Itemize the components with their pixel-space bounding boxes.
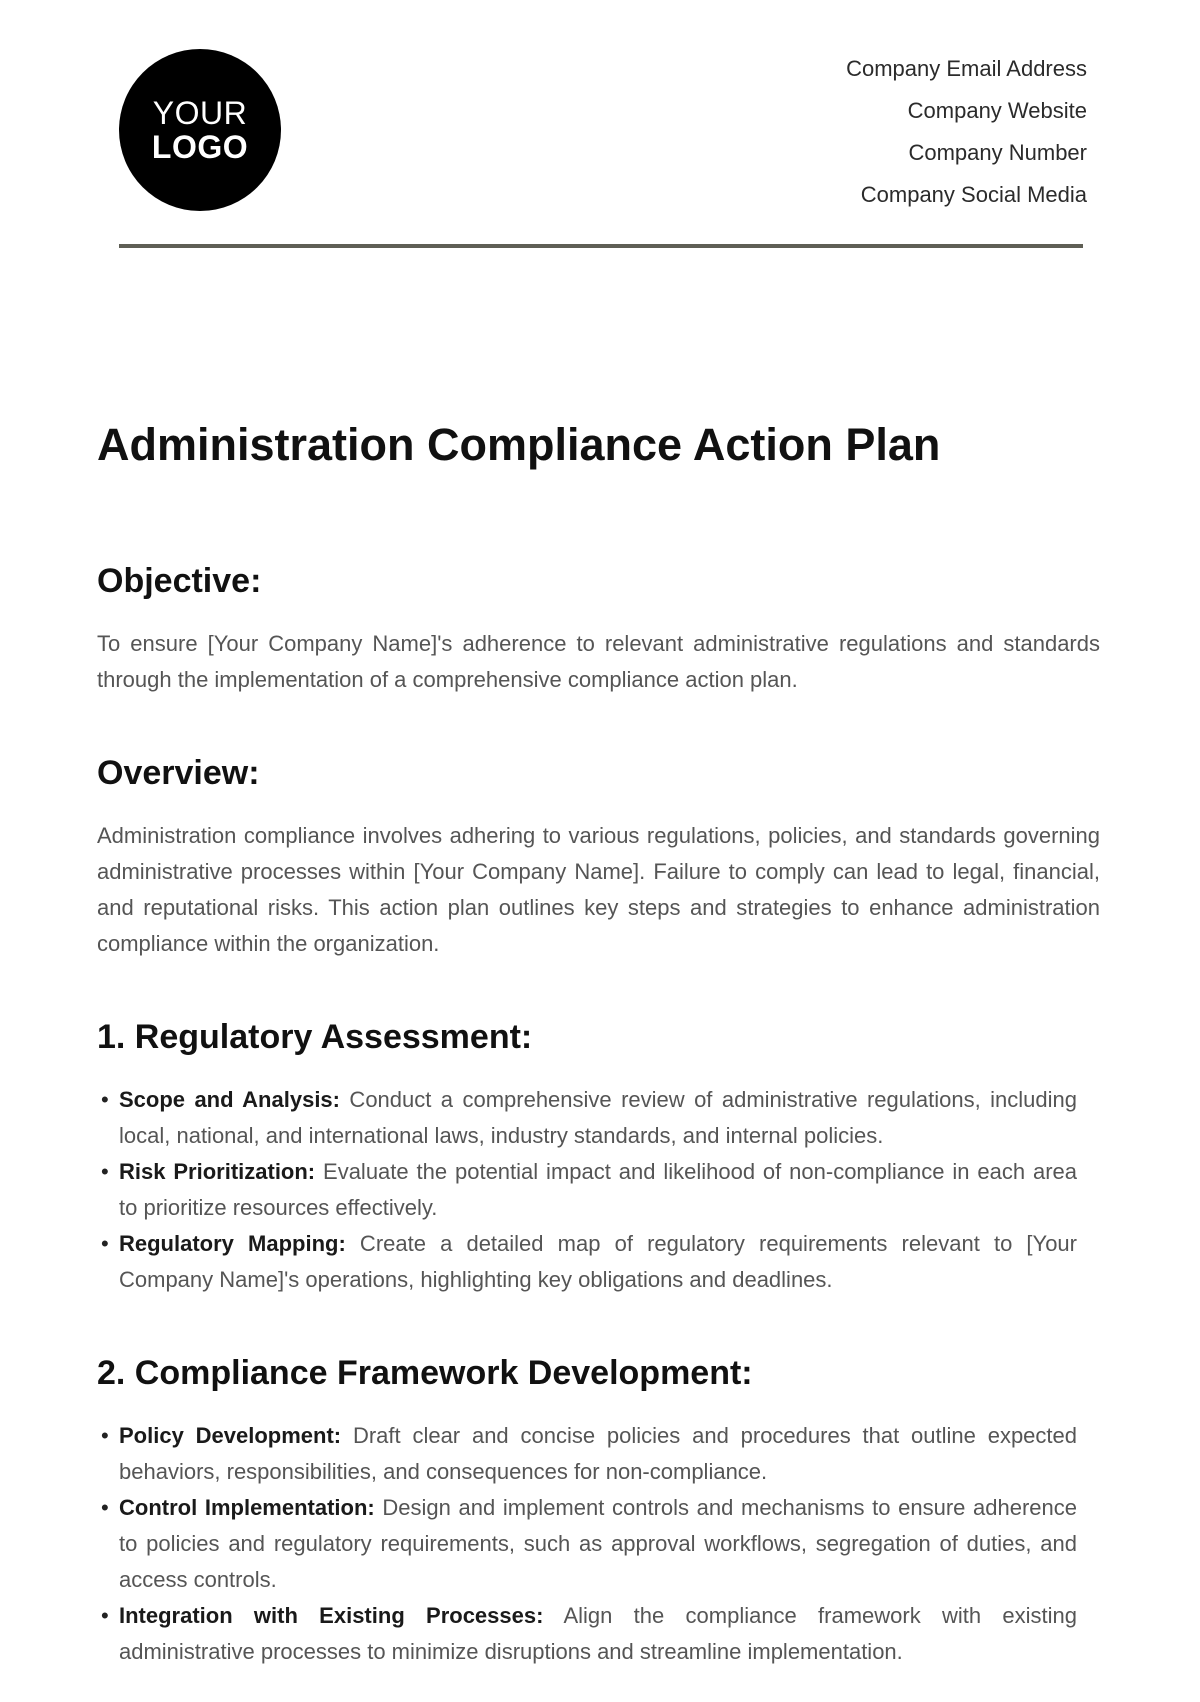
company-social-media: Company Social Media <box>860 182 1087 207</box>
header-divider <box>119 244 1083 248</box>
list-item-label: Risk Prioritization: <box>119 1159 316 1184</box>
list-item <box>97 1154 1077 1226</box>
company-logo <box>119 49 281 211</box>
list-item-text: Conduct a comprehensive review of administrative regulations, including local, national, and international laws, industry standards, and internal policies. <box>119 1087 1077 1148</box>
objective-heading: Objective: <box>97 562 262 600</box>
list-item <box>97 1226 1077 1298</box>
compliance-framework-list <box>97 1418 1077 1670</box>
bullet-dot: • <box>101 1495 109 1520</box>
overview-text: Administration compliance involves adhering to various regulations, policies, and standards governing administrative processes within [Your Company Name]. Failure to comply can lead to legal, financial, and reputational risks. This action plan outlines key steps and strategies to enhance administration compliance within the organization. <box>97 823 1100 956</box>
list-item <box>97 1490 1077 1598</box>
overview-heading: Overview: <box>97 754 260 792</box>
company-contact-block <box>846 52 1087 220</box>
bullet-dot: • <box>101 1423 109 1448</box>
list-item <box>97 1082 1077 1154</box>
section-heading-compliance-framework: 2. Compliance Framework Development: <box>97 1354 753 1392</box>
list-item <box>97 1598 1077 1670</box>
bullet-dot: • <box>101 1231 109 1256</box>
logo-text-line2: LOGO <box>151 129 249 165</box>
list-item-text: Evaluate the potential impact and likelihood of non-compliance in each area to prioritize resources effectively. <box>119 1159 1077 1220</box>
section-heading-regulatory-assessment: 1. Regulatory Assessment: <box>97 1018 533 1056</box>
company-website: Company Website <box>907 98 1087 123</box>
company-email: Company Email Address <box>846 56 1087 81</box>
list-item-label: Policy Development: <box>119 1423 342 1448</box>
list-item-label: Regulatory Mapping: <box>119 1231 346 1256</box>
document-content <box>97 410 1100 1670</box>
bullet-dot: • <box>101 1087 109 1112</box>
list-item-label: Control Implementation: <box>119 1495 375 1520</box>
logo-text-line1: YOUR <box>152 95 248 131</box>
list-item-text: Create a detailed map of regulatory requirements relevant to [Your Company Name]'s operations, highlighting key obligations and deadlines. <box>119 1231 1077 1292</box>
list-item-text: Design and implement controls and mechanisms to ensure adherence to policies and regulatory requirements, such as approval workflows, segregation of duties, and access controls. <box>119 1495 1077 1592</box>
list-item-label: Integration with Existing Processes: <box>119 1603 544 1628</box>
list-item-label: Scope and Analysis: <box>119 1087 340 1112</box>
company-number: Company Number <box>908 140 1087 165</box>
objective-text: To ensure [Your Company Name]'s adherence to relevant administrative regulations and standards through the implementation of a comprehensive compliance action plan. <box>97 631 1100 692</box>
page-title: Administration Compliance Action Plan <box>97 419 941 470</box>
list-item-text: Draft clear and concise policies and procedures that outline expected behaviors, responsibilities, and consequences for non-compliance. <box>119 1423 1078 1484</box>
bullet-dot: • <box>101 1159 109 1184</box>
list-item-text: Align the compliance framework with existing administrative processes to minimize disruptions and streamline implementation. <box>119 1603 1077 1664</box>
bullet-dot: • <box>101 1603 109 1628</box>
list-item <box>97 1418 1077 1490</box>
regulatory-assessment-list <box>97 1082 1077 1298</box>
